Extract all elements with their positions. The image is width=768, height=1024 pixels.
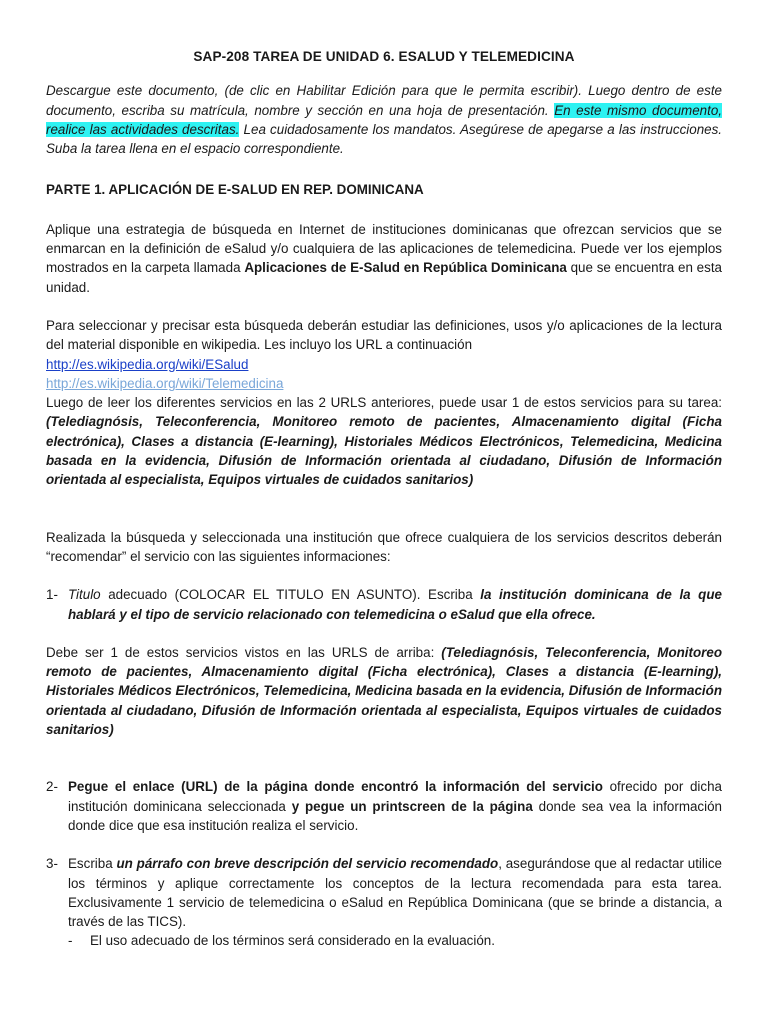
sub-list-text: El uso adecuado de los términos será considerado en la evaluación.	[90, 933, 495, 949]
wikipedia-paragraph: Para seleccionar y precisar esta búsqueda deberán estudiar las definiciones, usos y/o aplicaciones de la lectura del material disponible en wikipedia. Les incluyo los URL a continuación	[46, 317, 722, 353]
list-number: 3-	[46, 856, 58, 872]
list-item-body: Titulo adecuado (COLOCAR EL TITULO EN ASUNTO). Escriba la institución dominicana de la que hablará y el tipo de servicio relacionado con telemedicina o eSalud que ella ofrece.	[68, 587, 722, 622]
intro-text-end: Lea cuidadosamente los mandatos. Asegúrese de apegarse a las instrucciones. Suba la tarea llena en el espacio correspondiente.	[46, 121, 722, 157]
link-telemedicina[interactable]: http://es.wikipedia.org/wiki/Telemedicina	[46, 375, 284, 391]
must-be-intro: Debe ser 1 de estos servicios vistos en las URLS de arriba:	[46, 644, 442, 660]
list-item-3	[46, 854, 722, 931]
services-intro: Luego de leer los diferentes servicios en las 2 URLS anteriores, puede usar 1 de estos servicios para su tarea:	[46, 395, 722, 411]
strategy-text-end: que se encuentra en esta unidad.	[46, 260, 722, 295]
list-number: 2-	[46, 779, 58, 795]
strategy-paragraph	[46, 220, 722, 297]
services-list: (Telediagnósis, Teleconferencia, Monitoreo remoto de pacientes, Almacenamiento digital (Ficha electrónica), Clases a distancia (E-learning), Historiales Médicos Electrónicos, Telemedicina, Medicina basada en la evidencia, Difusión de Información orientada al ciudadano, Difusión de Información orientada al especialista, Equipos virtuales de cuidados sanitarios)	[46, 414, 722, 488]
document-title: SAP-208 TAREA DE UNIDAD 6. ESALUD Y TELEMEDICINA	[193, 49, 575, 64]
recommend-paragraph: Realizada la búsqueda y seleccionada una institución que ofrece cualquiera de los servicios descritos deberán “recomendar” el servicio con las siguientes informaciones:	[46, 529, 722, 564]
intro-paragraph	[46, 81, 722, 158]
sub-list-dash: -	[68, 933, 73, 949]
intro-text: Descargue este documento, (de clic en Habilitar Edición para que le permita escribir). Luego dentro de este documento, escriba su matrícula, nombre y sección en una hoja de presentación.	[46, 83, 722, 118]
strategy-folder-name: Aplicaciones de E-Salud en República Dominicana	[244, 260, 567, 276]
sub-list-item	[68, 931, 722, 950]
list-item-body: Pegue el enlace (URL) de la página donde encontró la información del servicio ofrecido por dicha institución dominicana seleccionada y pegue un printscreen de la página donde sea vea la información donde dice que esa institución realiza el servicio.	[68, 779, 722, 833]
list-number: 1-	[46, 587, 58, 603]
link-esalud[interactable]: http://es.wikipedia.org/wiki/ESalud	[46, 356, 249, 372]
list-item-2	[46, 777, 722, 835]
strategy-text: Aplique una estrategia de búsqueda en Internet de instituciones dominicanas que ofrezcan servicios que se enmarcan en la definición de eSalud y/o cualquiera de las aplicaciones de telemedicina. Puede ver los ejemplos mostrados en la carpeta llamada	[46, 221, 722, 276]
services-paragraph	[46, 393, 722, 489]
must-be-services-list: (Telediagnósis, Teleconferencia, Monitoreo remoto de pacientes, Almacenamiento digital (Ficha electrónica), Clases a distancia (E-learning), Historiales Médicos Electrónicos, Telemedicina, Medicina basada en la evidencia, Difusión de Información orientada al ciudadano, Difusión de Información orientada al especialista, Equipos virtuales de cuidados sanitarios)	[46, 644, 723, 738]
list-item-1	[46, 585, 722, 624]
list-item-body: Escriba un párrafo con breve descripción del servicio recomendado, asegurándose que al redactar utilice los términos y aplique correctamente los conceptos de la lectura recomendada para esta tarea. Exclusivamente 1 servicio de telemedicina o eSalud en República Dominicana (que se brinde a distancia, a través de las TICS).	[68, 856, 722, 930]
section-heading-part1: PARTE 1. APLICACIÓN DE E-SALUD EN REP. DOMINICANA	[46, 182, 424, 198]
intro-highlight: En este mismo documento, realice las actividades descritas.	[46, 102, 722, 137]
must-be-paragraph	[46, 643, 722, 739]
